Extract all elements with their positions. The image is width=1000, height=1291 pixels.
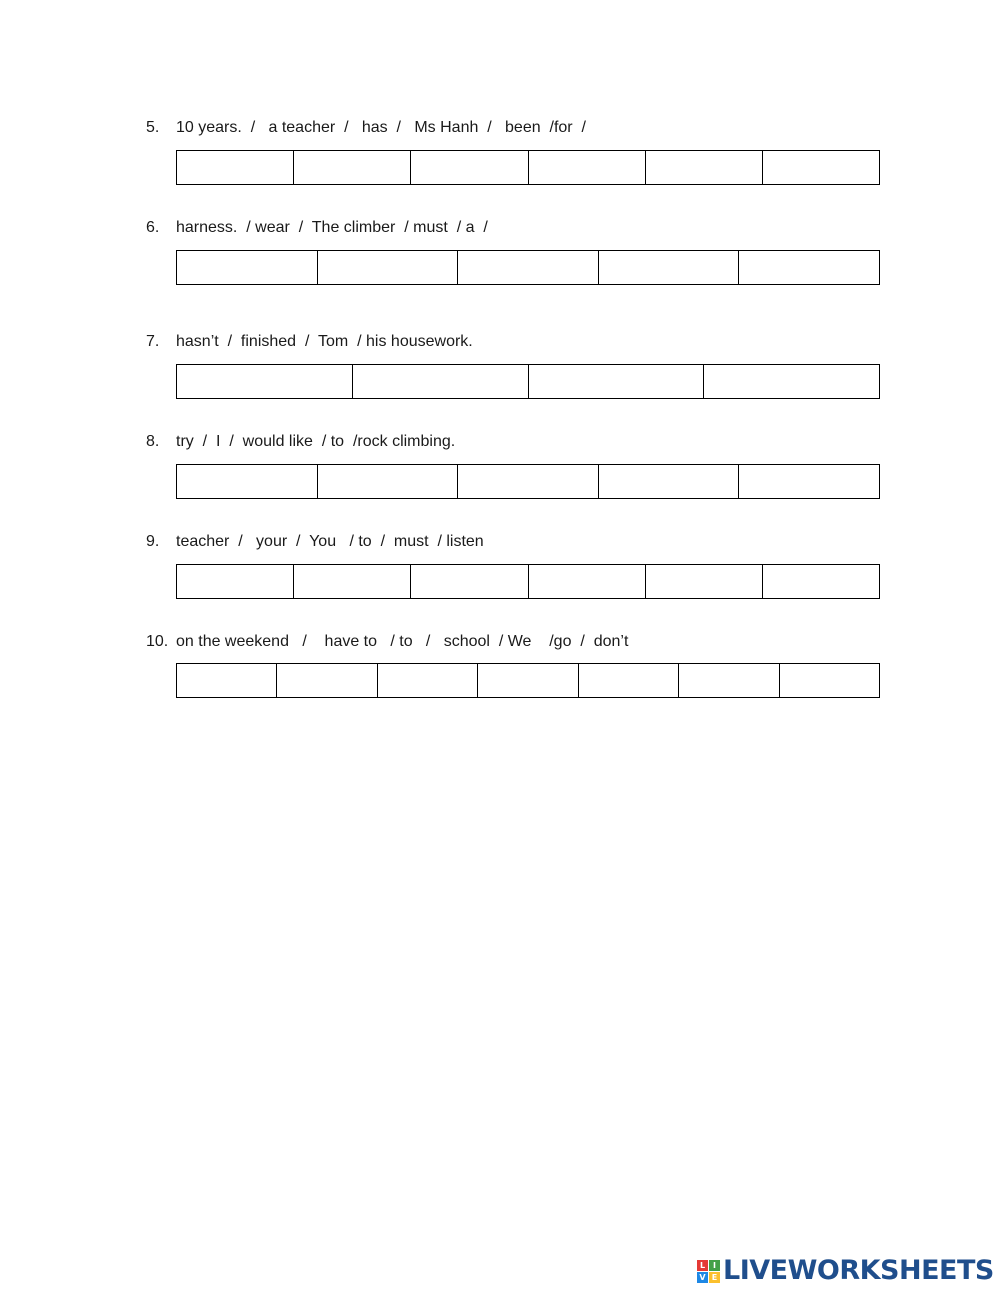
exercise-7 (146, 330, 880, 354)
logo-blocks-icon (697, 1260, 720, 1283)
answer-box[interactable] (529, 151, 646, 184)
answer-row (176, 564, 880, 599)
answer-box[interactable] (411, 565, 528, 598)
exercise-number: 7. (146, 333, 160, 350)
answer-box[interactable] (318, 465, 459, 498)
answer-box[interactable] (763, 151, 879, 184)
answer-box[interactable] (780, 664, 879, 697)
exercise-number: 5. (146, 119, 160, 136)
answer-box[interactable] (353, 365, 529, 398)
exercise-prompt (146, 630, 880, 654)
answer-box[interactable] (277, 664, 377, 697)
answer-box[interactable] (763, 565, 879, 598)
answer-box[interactable] (599, 465, 740, 498)
answer-box[interactable] (646, 151, 763, 184)
answer-box[interactable] (318, 251, 459, 284)
answer-row (176, 464, 880, 499)
answer-box[interactable] (177, 664, 277, 697)
logo-block: L (697, 1260, 708, 1271)
exercise-prompt (146, 530, 880, 554)
scrambled-words: on the weekend / have to / to / school / We /go / don’t (176, 633, 629, 650)
answer-box[interactable] (411, 151, 528, 184)
answer-box[interactable] (529, 565, 646, 598)
answer-box[interactable] (739, 251, 879, 284)
exercise-prompt (146, 216, 880, 240)
answer-box[interactable] (177, 465, 318, 498)
answer-box[interactable] (599, 251, 740, 284)
answer-box[interactable] (646, 565, 763, 598)
answer-box[interactable] (177, 251, 318, 284)
answer-box[interactable] (529, 365, 705, 398)
answer-box[interactable] (579, 664, 679, 697)
answer-box[interactable] (458, 465, 599, 498)
exercise-prompt (146, 116, 880, 140)
exercise-prompt (146, 330, 880, 354)
answer-row (176, 364, 880, 399)
answer-box[interactable] (704, 365, 879, 398)
answer-box[interactable] (478, 664, 578, 697)
answer-box[interactable] (177, 365, 353, 398)
exercise-number: 10. (146, 633, 169, 650)
exercise-prompt (146, 430, 880, 454)
liveworksheets-logo (697, 1256, 994, 1286)
scrambled-words: try / I / would like / to /rock climbing. (176, 433, 456, 450)
exercise-8 (146, 430, 880, 454)
answer-box[interactable] (294, 565, 411, 598)
scrambled-words: teacher / your / You / to / must / listen (176, 533, 484, 550)
answer-box[interactable] (679, 664, 779, 697)
exercise-10 (146, 630, 880, 654)
answer-row (176, 250, 880, 285)
answer-box[interactable] (739, 465, 879, 498)
exercise-9 (146, 530, 880, 554)
answer-row (176, 150, 880, 185)
logo-block: E (709, 1272, 720, 1283)
answer-box[interactable] (294, 151, 411, 184)
answer-box[interactable] (458, 251, 599, 284)
answer-box[interactable] (177, 565, 294, 598)
exercise-number: 6. (146, 219, 160, 236)
scrambled-words: hasn’t / finished / Tom / his housework. (176, 333, 473, 350)
exercise-5 (146, 116, 880, 140)
scrambled-words: harness. / wear / The climber / must / a / (176, 219, 488, 236)
exercise-number: 9. (146, 533, 160, 550)
logo-text: LIVEWORKSHEETS (723, 1255, 994, 1286)
exercise-6 (146, 216, 880, 240)
scrambled-words: 10 years. / a teacher / has / Ms Hanh / been /for / (176, 119, 586, 136)
answer-box[interactable] (177, 151, 294, 184)
logo-block: I (709, 1260, 720, 1271)
exercise-number: 8. (146, 433, 160, 450)
answer-row (176, 663, 880, 698)
answer-box[interactable] (378, 664, 478, 697)
logo-block: V (697, 1272, 708, 1283)
